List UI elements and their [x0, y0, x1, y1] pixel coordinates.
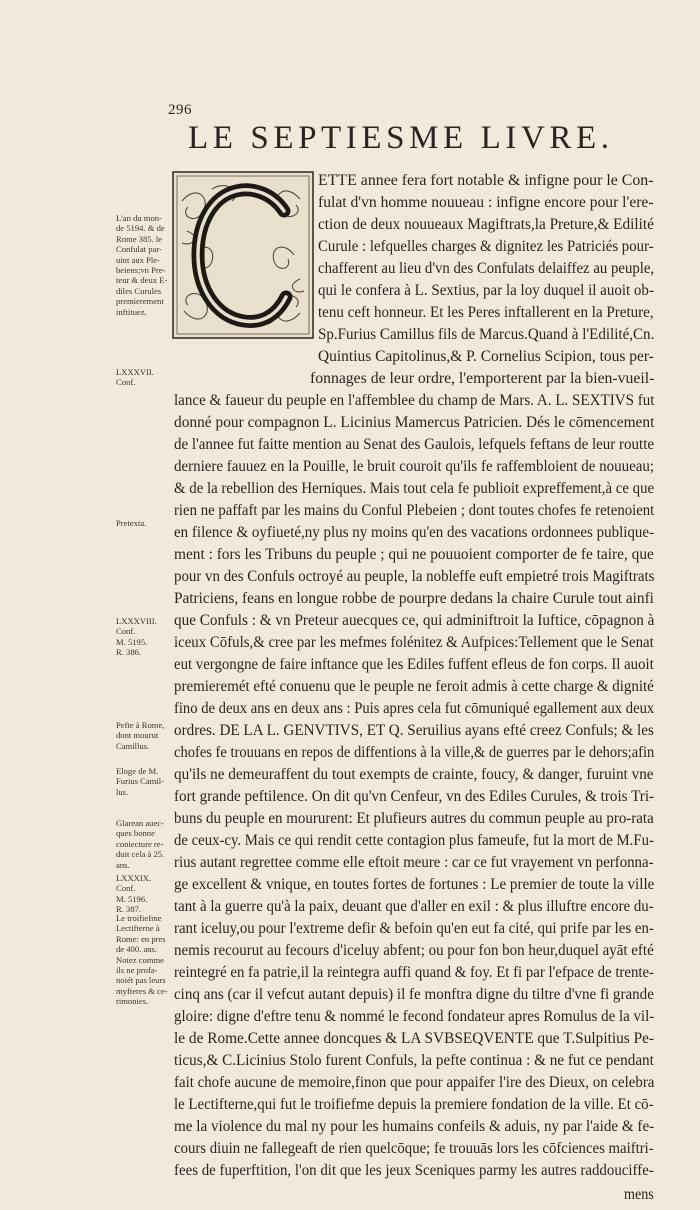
margin-note: LXXXIX. Conf. M. 5196. R. 387. [116, 873, 152, 915]
margin-note: Le troifiefme Lectifterne à Rome: en pres de 400. ans. Notez comme ils ne profa- noiét pas leurs myfteres & ce- rimonies. [116, 913, 168, 1007]
text-line: rius autant regrettee comme elle eftoit meure : car ce fut vrayement vn perfonna- [174, 854, 654, 871]
text-line: rien ne paffaft par les mains du Conful Plebeien ; dont toutes chofes fe retenoient [174, 502, 655, 519]
text-line: Quintius Capitolinus,& P. Cornelius Scipion, tous per- [318, 348, 654, 365]
text-line: en filence & oyfiueté,ny plus ny moins qu'en des vacations ordonnees publique- [174, 524, 655, 541]
text-line: Patriciens, feans en longue robbe de pourpre dedans la chaire Curule tout ainfi [174, 590, 654, 607]
text-line: nemis recourut au fecours d'iceluy abfent; ou pour fon bon heur,duquel ayāt efté [174, 942, 654, 959]
text-line: ment : fors les Tribuns du peuple ; qui ne pouuoient comporter de fe taire, que [174, 546, 654, 563]
margin-note: Glarean auec- ques bonne coniecture re- duit cela à 25. ans. [116, 818, 165, 870]
decorated-initial-c-icon [172, 171, 314, 339]
text-line: chofes fe trouuans en repos de diffentions à la ville,& de guerres par le dehors;afin [174, 744, 655, 761]
text-line: tenu ceft honneur. Et les Peres inftallerent en la Preture, [318, 304, 654, 321]
text-line: fulat d'vn homme nouueau : infigne encore pour l'ere- [318, 194, 654, 211]
text-line: qu'ils ne demeuraffent du tout exempts de crainte, foucy, & danger, furuint vne [174, 766, 654, 783]
text-line: fait chofe aucune de memoire,finon que pour appaifer l'ire des Dieux, on celebra [174, 1074, 655, 1091]
text-line: ge excellent & vnique, en toutes fortes de fortunes : Le premier de toute la ville [174, 876, 655, 893]
margin-note: Pretexta. [116, 518, 147, 528]
text-line: fonnages de leur ordre, l'emporterent par la bien-vueil- [310, 370, 655, 387]
text-line: rant iceluy,ou pour l'extreme defir & befoin qu'en eut fa cité, qui prife par les en- [174, 920, 654, 937]
text-line: ction de deux nouueaux Magiftrats,la Preture,& Edilité [318, 216, 654, 233]
text-line: buns du peuple en moururent: Et plufieurs autres du commun peuple au pro-rata [174, 810, 654, 827]
margin-note: LXXXVIII. Conf. M. 5195. R. 386. [116, 616, 157, 658]
text-line: & de la rebellion des Herniques. Mais tout cela fe publioit expreffement,à ce que [174, 480, 655, 497]
text-line: chafferent au lieu d'vn des Confulats delaiffez au peuple, [318, 260, 655, 277]
running-head: LE SEPTIESME LIVRE. [188, 120, 614, 156]
text-line: que Confuls : & vn Preteur auecques ce, qui adminiftroit la Iuftice, cōpagnon à [174, 612, 655, 629]
text-line: de l'annee fut faitte mention au Senat des Gaulois, lefquels feftans de leur routte [174, 436, 655, 453]
text-line: me la violence du mal ny pour les humains confeils & aduis, ny par l'aide & fe- [174, 1118, 655, 1135]
text-line: ordres. DE LA L. GENVTIVS, ET Q. Seruilius ayans efté creez Confuls; & les [174, 722, 654, 739]
text-line: fort grande peftilence. On dit qu'vn Cenfeur, vn des Ediles Curules, & trois Tri- [174, 788, 655, 805]
text-line: le Lectifterne,qui fut le troifiefme depuis la premiere fondation de la ville. Et cō- [174, 1096, 654, 1113]
text-line: pour vn des Confuls octroyé au peuple, la nobleffe euft empietré trois Magiftrats [174, 568, 655, 585]
text-line: tant à la guerre qu'à la paix, deuant que d'aller en exil : & plus illuftre encore du- [174, 898, 654, 915]
text-line: ETTE annee fera fort notable & infigne pour le Con- [318, 172, 654, 189]
text-line: mens [624, 1186, 654, 1203]
margin-note: Eloge de M. Furius Camil- lus. [116, 766, 164, 797]
text-line: gloire: digne d'eftre tenu & nommé le fecond fondateur apres Romulus de la vil- [174, 1008, 655, 1025]
text-line: fees de fuperftition, l'on dit que les jeux Sceniques parmy les autres raddouciffe- [174, 1162, 654, 1179]
text-line: le de Rome.Cette annee doncques & LA SVBSEQVENTE que T.Sulpitius Pe- [174, 1030, 655, 1047]
text-line: Curule : lefquelles charges & dignitez les Patriciés pour- [318, 238, 654, 255]
margin-note: LXXXVII. Conf. [116, 367, 154, 388]
margin-note: L'an du mon- de 5194. & de Rome 385. le Confulat par- uint aux Ple- beiens;vn Pre- teur & deux E- diles Curules premierement inftituez. [116, 213, 168, 317]
text-line: premieremét efté conuenu que le peuple ne feroit admis à cette charge & dignité [174, 678, 654, 695]
text-line: fino de deux ans en deux ans : Puis apres cela fut cōmuniqué egallement aux deux [174, 700, 655, 717]
text-line: eut vergongne de faire inftance que les Ediles fuffent efleus de fon corps. Il auoit [174, 656, 654, 673]
text-line: de ceux-cy. Mais ce qui rendit cette contagion plus fameufe, fut la mort de M.Fu- [174, 832, 654, 849]
margin-note: Pefte à Rome, dont mourut Camillus. [116, 720, 165, 751]
text-line: derniere fauuez en la Pouille, le bruit couroit qu'ils fe raffembloient de nouueau; [174, 458, 655, 475]
text-line: reintegré en fa patrie,il la reintegra auffi quand & foy. Et fi par l'efpace de trente- [174, 964, 654, 981]
text-line: Sp.Furius Camillus fils de Marcus.Quand à l'Edilité,Cn. [318, 326, 655, 343]
text-line: cours diuin ne fallegeaft de rien quelcōque; fe trouuās lors les cōfciences maiftri- [174, 1140, 654, 1157]
text-line: lance & faueur du peuple en l'affemblee du champ de Mars. A. L. SEXTIVS fut [174, 392, 655, 409]
text-line: cinq ans (car il vefcut autant depuis) il fe monftra digne du tiltre d'vne fi grande [174, 986, 654, 1003]
text-line: qui le confera à L. Sextius, par la loy duquel il auoit ob- [318, 282, 654, 299]
text-line: iceux Cōfuls,& cree par les mefmes folénitez & Aufpices:Tellement que le Senat [174, 634, 654, 651]
text-line: ticus,& C.Licinius Stolo furent Confuls, la pefte continua : & ne fut ce pendant [174, 1052, 654, 1069]
text-line: donné pour compagnon L. Licinius Mamercus Patricien. Dés le cōmencement [174, 414, 655, 431]
page-number: 296 [168, 102, 192, 118]
